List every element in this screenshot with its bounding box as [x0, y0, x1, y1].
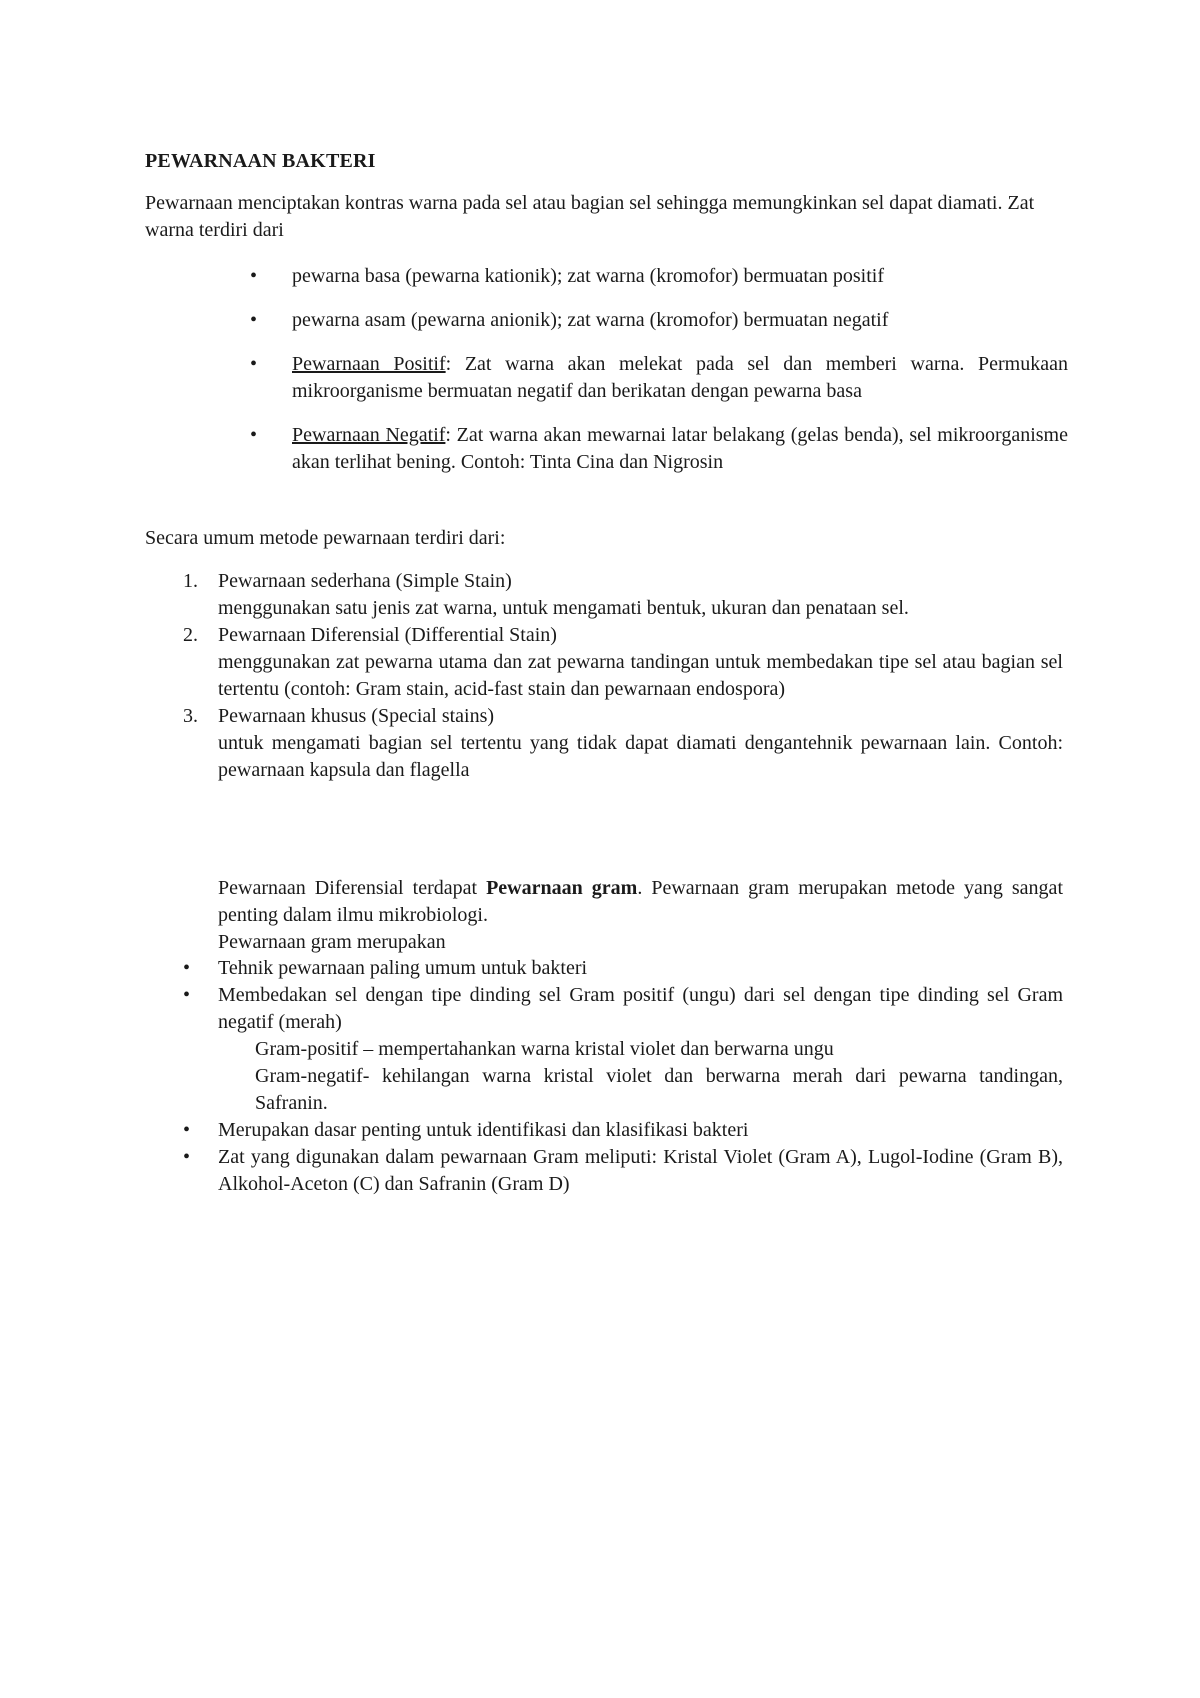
- list-item: [183, 568, 1063, 622]
- intro-paragraph: Pewarnaan menciptakan kontras warna pada sel atau bagian sel sehingga memungkinkan sel dapat diamati. Zat warna terdiri dari: [145, 192, 1035, 241]
- methods-list: [183, 568, 1063, 784]
- term-positive-stain: Pewarnaan Positif: [292, 353, 446, 375]
- list-item: [183, 703, 1063, 784]
- method-description: untuk mengamati bagian sel tertentu yang tidak dapat diamati dengantehnik pewarnaan lain. Contoh: pewarnaan kapsula dan flagella: [218, 732, 1063, 781]
- bullet-icon: •: [250, 309, 258, 331]
- term-negative-stain: Pewarnaan Negatif: [292, 424, 446, 446]
- list-item: [183, 955, 1063, 982]
- list-item: [183, 982, 1063, 1117]
- page-title: PEWARNAAN BAKTERI: [145, 150, 376, 172]
- gram-paragraph-line2: Pewarnaan gram merupakan: [218, 931, 446, 953]
- bullet-icon: •: [183, 984, 191, 1006]
- list-item-text: Tehnik pewarnaan paling umum untuk bakteri: [218, 957, 588, 979]
- list-number: 1.: [183, 570, 198, 592]
- methods-intro: Secara umum metode pewarnaan terdiri dari:: [145, 527, 506, 549]
- gram-text-before: Pewarnaan Diferensial terdapat: [218, 877, 487, 899]
- dye-types-list: [250, 263, 1068, 493]
- gram-text-after: . Pewarnaan gram merupakan metode yang sangat penting dalam ilmu mikrobiologi.: [218, 877, 1063, 926]
- list-item-text: Zat yang digunakan dalam pewarnaan Gram meliputi: Kristal Violet (Gram A), Lugol-Iodine (Gram B), Alkohol-Aceton (C) dan Safranin (Gram D): [218, 1146, 1063, 1195]
- list-item: [250, 307, 1068, 334]
- list-item-text: Merupakan dasar penting untuk identifikasi dan klasifikasi bakteri: [218, 1119, 749, 1141]
- bullet-icon: •: [250, 265, 258, 287]
- bullet-icon: •: [250, 424, 258, 446]
- method-title: Pewarnaan sederhana (Simple Stain): [218, 570, 512, 592]
- list-item-text: : Zat warna akan melekat pada sel dan memberi warna. Permukaan mikroorganisme bermuatan negatif dan berikatan dengan pewarna basa: [292, 353, 1068, 402]
- list-item: [250, 263, 1068, 290]
- gram-points-list: [183, 955, 1063, 1198]
- gram-positive-note: Gram-positif – mempertahankan warna kristal violet dan berwarna ungu: [255, 1038, 834, 1060]
- list-item-text: pewarna basa (pewarna kationik); zat warna (kromofor) bermuatan positif: [292, 265, 884, 287]
- list-item-text: pewarna asam (pewarna anionik); zat warna (kromofor) bermuatan negatif: [292, 309, 889, 331]
- list-item: [183, 1117, 1063, 1144]
- list-number: 2.: [183, 624, 198, 646]
- gram-paragraph: [218, 875, 1063, 956]
- bullet-icon: •: [183, 1146, 191, 1168]
- method-description: menggunakan satu jenis zat warna, untuk mengamati bentuk, ukuran dan penataan sel.: [218, 597, 909, 619]
- list-item: [183, 622, 1063, 703]
- method-title: Pewarnaan khusus (Special stains): [218, 705, 495, 727]
- list-item: [250, 351, 1068, 405]
- bullet-icon: •: [183, 957, 191, 979]
- bullet-icon: •: [250, 353, 258, 375]
- method-title: Pewarnaan Diferensial (Differential Stain): [218, 624, 557, 646]
- list-number: 3.: [183, 705, 198, 727]
- list-item: [183, 1144, 1063, 1198]
- list-item-text: Membedakan sel dengan tipe dinding sel Gram positif (ungu) dari sel dengan tipe dinding sel Gram negatif (merah): [218, 984, 1063, 1033]
- gram-bold-term: Pewarnaan gram: [486, 877, 638, 899]
- list-item: [250, 422, 1068, 476]
- list-item-text: : Zat warna akan mewarnai latar belakang (gelas benda), sel mikroorganisme akan terlihat bening. Contoh: Tinta Cina dan Nigrosin: [292, 424, 1068, 473]
- method-description: menggunakan zat pewarna utama dan zat pewarna tandingan untuk membedakan tipe sel atau bagian sel tertentu (contoh: Gram stain, acid-fast stain dan pewarnaan endospora): [218, 651, 1063, 700]
- gram-negative-note: Gram-negatif- kehilangan warna kristal violet dan berwarna merah dari pewarna tandingan, Safranin.: [255, 1065, 1063, 1114]
- bullet-icon: •: [183, 1119, 191, 1141]
